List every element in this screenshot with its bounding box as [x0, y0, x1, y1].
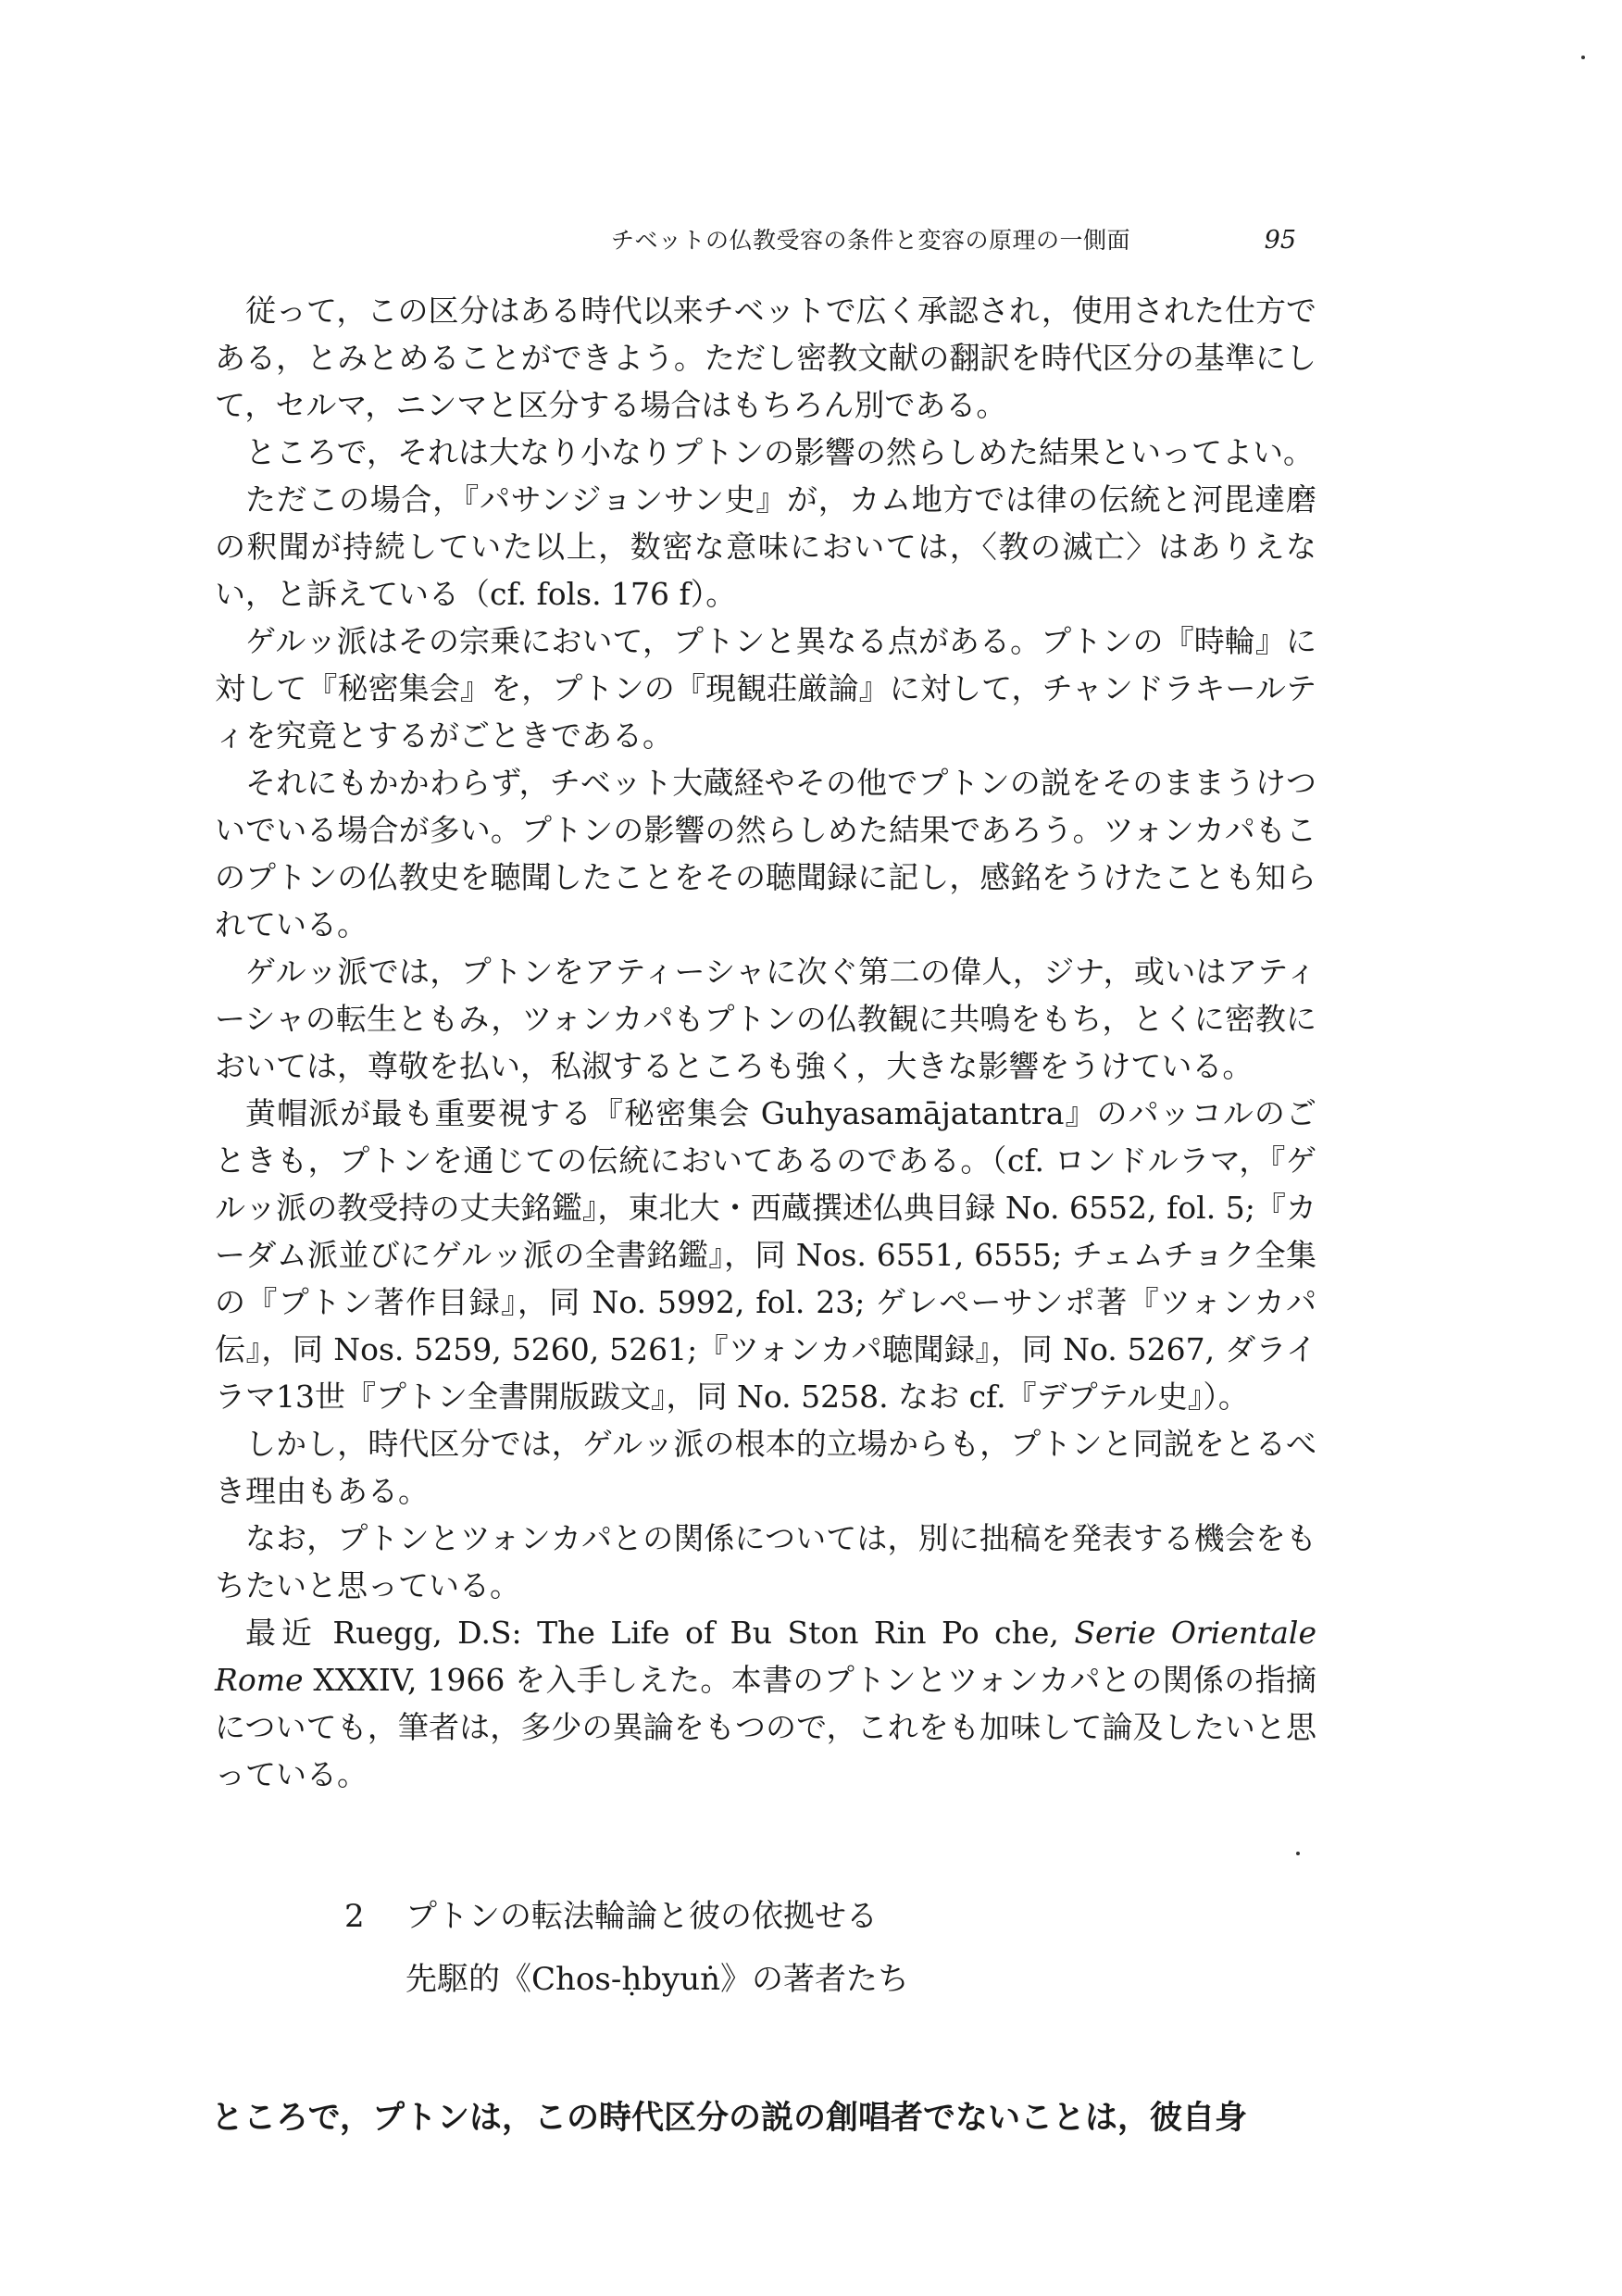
running-head-title: チベットの仏教受容の条件と変容の原理の一側面 [611, 227, 1131, 254]
paragraph: ところで，それは大なり小なりプトンの影響の然らしめた結果といってよい。 [245, 434, 1315, 470]
section-number: 2 [344, 1898, 365, 1935]
body-text [215, 287, 1316, 1798]
paragraph: 黄帽派が最も重要視する『秘密集会 Guhyasamājatantra』のパッコルのごときも，プトンを通じての伝統においてあるのである。（cf. ロンドルラマ，『ゲルッ派の教受持の丈夫銘鑑』，東北大・西蔵撰述仏典目録 No. 6552, fol. 5;『カーダム派並びにゲルッ派の全書銘鑑』，同 Nos. 6551, 6555; チェムチョク全集の『プトン著作目録』，同 No. 5992, fol. 23; ゲレペーサンポ著『ツォンカパ伝』，同 Nos. 5259, 5260, 5261;『ツォンカパ聴聞録』，同 No. 5267, ダライラマ13世『プトン全書開版跋文』，同 No. 5258. なお cf.『デプテル史』）。 [215, 1095, 1316, 1415]
final-paragraph-lead: 最近 Ruegg, D.S: The Life of Bu Ston Rin Po che, [245, 1615, 1075, 1651]
paragraph: ただこの場合，『パサンジョンサン史』が，カム地方では律の伝統と河毘達磨の釈聞が持続していた以上，数密な意味においては，〈教の滅亡〉はありえない，と訴えている（cf. fols. 176 f）。 [215, 481, 1316, 612]
final-paragraph [215, 1609, 1316, 1798]
paragraph: ゲルッ派では，プトンをアティーシャに次ぐ第二の偉人，ジナ，或いはアティーシャの転生ともみ，ツォンカパもプトンの仏教観に共鳴をもち，とくに密教においては，尊敬を払い，私淑するところも強く，大きな影響をうけている。 [215, 954, 1316, 1084]
section-title-line-1: プトンの転法輪論と彼の依拠せる [406, 1898, 878, 1935]
scan-speck [1581, 56, 1585, 59]
section-title-line-2: 先駆的《Chos-ḥbyuṅ》の著者たち [406, 1961, 909, 1998]
paragraph: しかし，時代区分では，ゲルッ派の根本的立場からも，プトンと同説をとるべき理由もある。 [215, 1426, 1316, 1509]
paragraph: それにもかかわらず，チベット大蔵経やその他でプトンの説をそのままうけついでいる場合が多い。プトンの影響の然らしめた結果であろう。ツォンカパもこのプトンの仏教史を聴聞したことをその聴聞録に記し，感銘をうけたことも知られている。 [215, 765, 1316, 942]
continuation-line: ところで，プトンは，この時代区分の説の創唱者でないことは，彼自身 [211, 2099, 1247, 2137]
paragraph: 従って，この区分はある時代以来チベットで広く承認され，使用された仕方である，とみとめることができよう。ただし密教文献の翻訳を時代区分の基準にして，セルマ，ニンマと区分する場合はもちろん別である。 [215, 293, 1316, 423]
running-head [611, 222, 1315, 259]
final-paragraph-tail: XXXIV, 1966 を入手しえた。本書のプトンとツォンカパとの関係の指摘についても，筆者は，多少の異論をもつので，これをも加味して論及したいと思っている。 [215, 1662, 1316, 1792]
paragraph: なお，プトンとツォンカパとの関係については，別に拙稿を発表する機会をもちたいと思っている。 [215, 1520, 1316, 1603]
series-title: Serie Orientale Rome [215, 1615, 1316, 1698]
scan-speck [1296, 1852, 1300, 1855]
page-number: 95 [1264, 226, 1296, 255]
section-heading [344, 1889, 1178, 2007]
paragraph: ゲルッ派はその宗乗において，プトンと異なる点がある。プトンの『時輪』に対して『秘密集会』を，プトンの『現観荘厳論』に対して，チャンドラキールティを究竟とするがごときである。 [215, 623, 1316, 754]
